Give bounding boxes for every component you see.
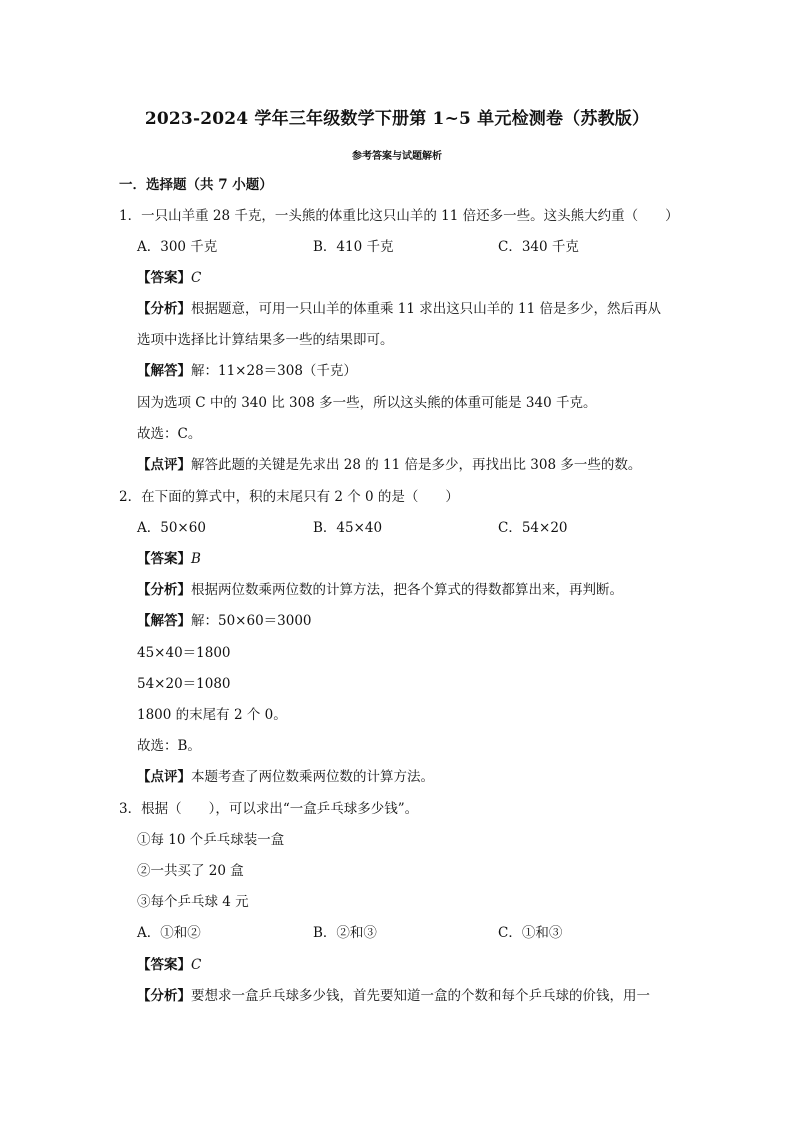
analysis-text: 要想求一盒乒乓球多少钱，首先要知道一盒的个数和每个乒乓球的价钱，用一	[191, 988, 650, 1004]
q1-option-b: B．410 千克	[313, 239, 394, 255]
q1-option-c: C．340 千克	[498, 239, 579, 255]
solution-text: 解：50×60＝3000	[191, 613, 312, 629]
q3-answer	[137, 956, 201, 974]
answer-value: C	[191, 270, 202, 286]
q1-solution-line3: 故选：C。	[137, 426, 202, 442]
comment-text: 解答此题的关键是先求出 28 的 11 倍是多少，再找出比 308 多一些的数。	[191, 457, 642, 473]
q2-comment	[137, 768, 434, 786]
q2-stem: 2．在下面的算式中，积的末尾只有 2 个 0 的是（ ）	[119, 489, 459, 505]
solution-text: 解：11×28＝308（千克）	[191, 363, 357, 379]
q2-option-c: C．54×20	[498, 520, 568, 536]
q2-solution	[137, 612, 312, 630]
document-subtitle: 参考答案与试题解析	[352, 151, 442, 162]
comment-text: 本题考查了两位数乘两位数的计算方法。	[191, 769, 434, 785]
q2-option-b: B．45×40	[313, 520, 383, 536]
q1-stem: 1．一只山羊重 28 千克，一头熊的体重比这只山羊的 11 倍还多一些。这头熊大约重（ ）	[119, 208, 679, 224]
q3-option-b: B．②和③	[313, 925, 377, 941]
q3-condition-1: ①每 10 个乒乓球装一盒	[137, 832, 285, 848]
solution-tag: 【解答】	[137, 613, 191, 629]
q2-analysis	[137, 581, 623, 599]
comment-tag: 【点评】	[137, 769, 191, 785]
solution-tag: 【解答】	[137, 363, 191, 379]
q1-solution-line2: 因为选项 C 中的 340 比 308 多一些，所以这头熊的体重可能是 340 千克。	[137, 395, 597, 411]
q2-option-a: A．50×60	[137, 520, 206, 536]
q1-comment	[137, 456, 641, 474]
q3-condition-2: ②一共买了 20 盒	[137, 863, 244, 879]
q3-condition-3: ③每个乒乓球 4 元	[137, 894, 249, 910]
q1-analysis-cont: 选项中选择比计算结果多一些的结果即可。	[137, 332, 394, 348]
q2-solution-line3: 54×20＝1080	[137, 676, 231, 692]
answer-tag: 【答案】	[137, 957, 191, 973]
q1-option-a: A．300 千克	[137, 239, 218, 255]
answer-value: C	[191, 957, 202, 973]
analysis-tag: 【分析】	[137, 582, 191, 598]
answer-tag: 【答案】	[137, 270, 191, 286]
analysis-tag: 【分析】	[137, 988, 191, 1004]
q2-solution-line5: 故选：B。	[137, 738, 201, 754]
q3-option-a: A．①和②	[137, 925, 201, 941]
answer-tag: 【答案】	[137, 551, 191, 567]
q1-answer	[137, 269, 201, 287]
q3-option-c: C．①和③	[498, 925, 563, 941]
q2-solution-line2: 45×40＝1800	[137, 645, 231, 661]
q1-analysis	[137, 300, 661, 318]
answer-value: B	[191, 551, 201, 567]
analysis-text: 根据题意，可用一只山羊的体重乘 11 求出这只山羊的 11 倍是多少，然后再从	[191, 301, 662, 317]
analysis-text: 根据两位数乘两位数的计算方法，把各个算式的得数都算出来，再判断。	[191, 582, 623, 598]
q1-solution	[137, 362, 357, 380]
q2-solution-line4: 1800 的末尾有 2 个 0。	[137, 707, 287, 723]
analysis-tag: 【分析】	[137, 301, 191, 317]
q2-answer	[137, 550, 201, 568]
document-title: 2023-2024 学年三年级数学下册第 1~5 单元检测卷（苏教版）	[144, 109, 650, 129]
q3-stem: 3．根据（ ），可以求出“一盒乒乓球多少钱”。	[119, 801, 419, 817]
section-heading: 一．选择题（共 7 小题）	[119, 177, 273, 193]
q3-analysis	[137, 987, 650, 1005]
comment-tag: 【点评】	[137, 457, 191, 473]
